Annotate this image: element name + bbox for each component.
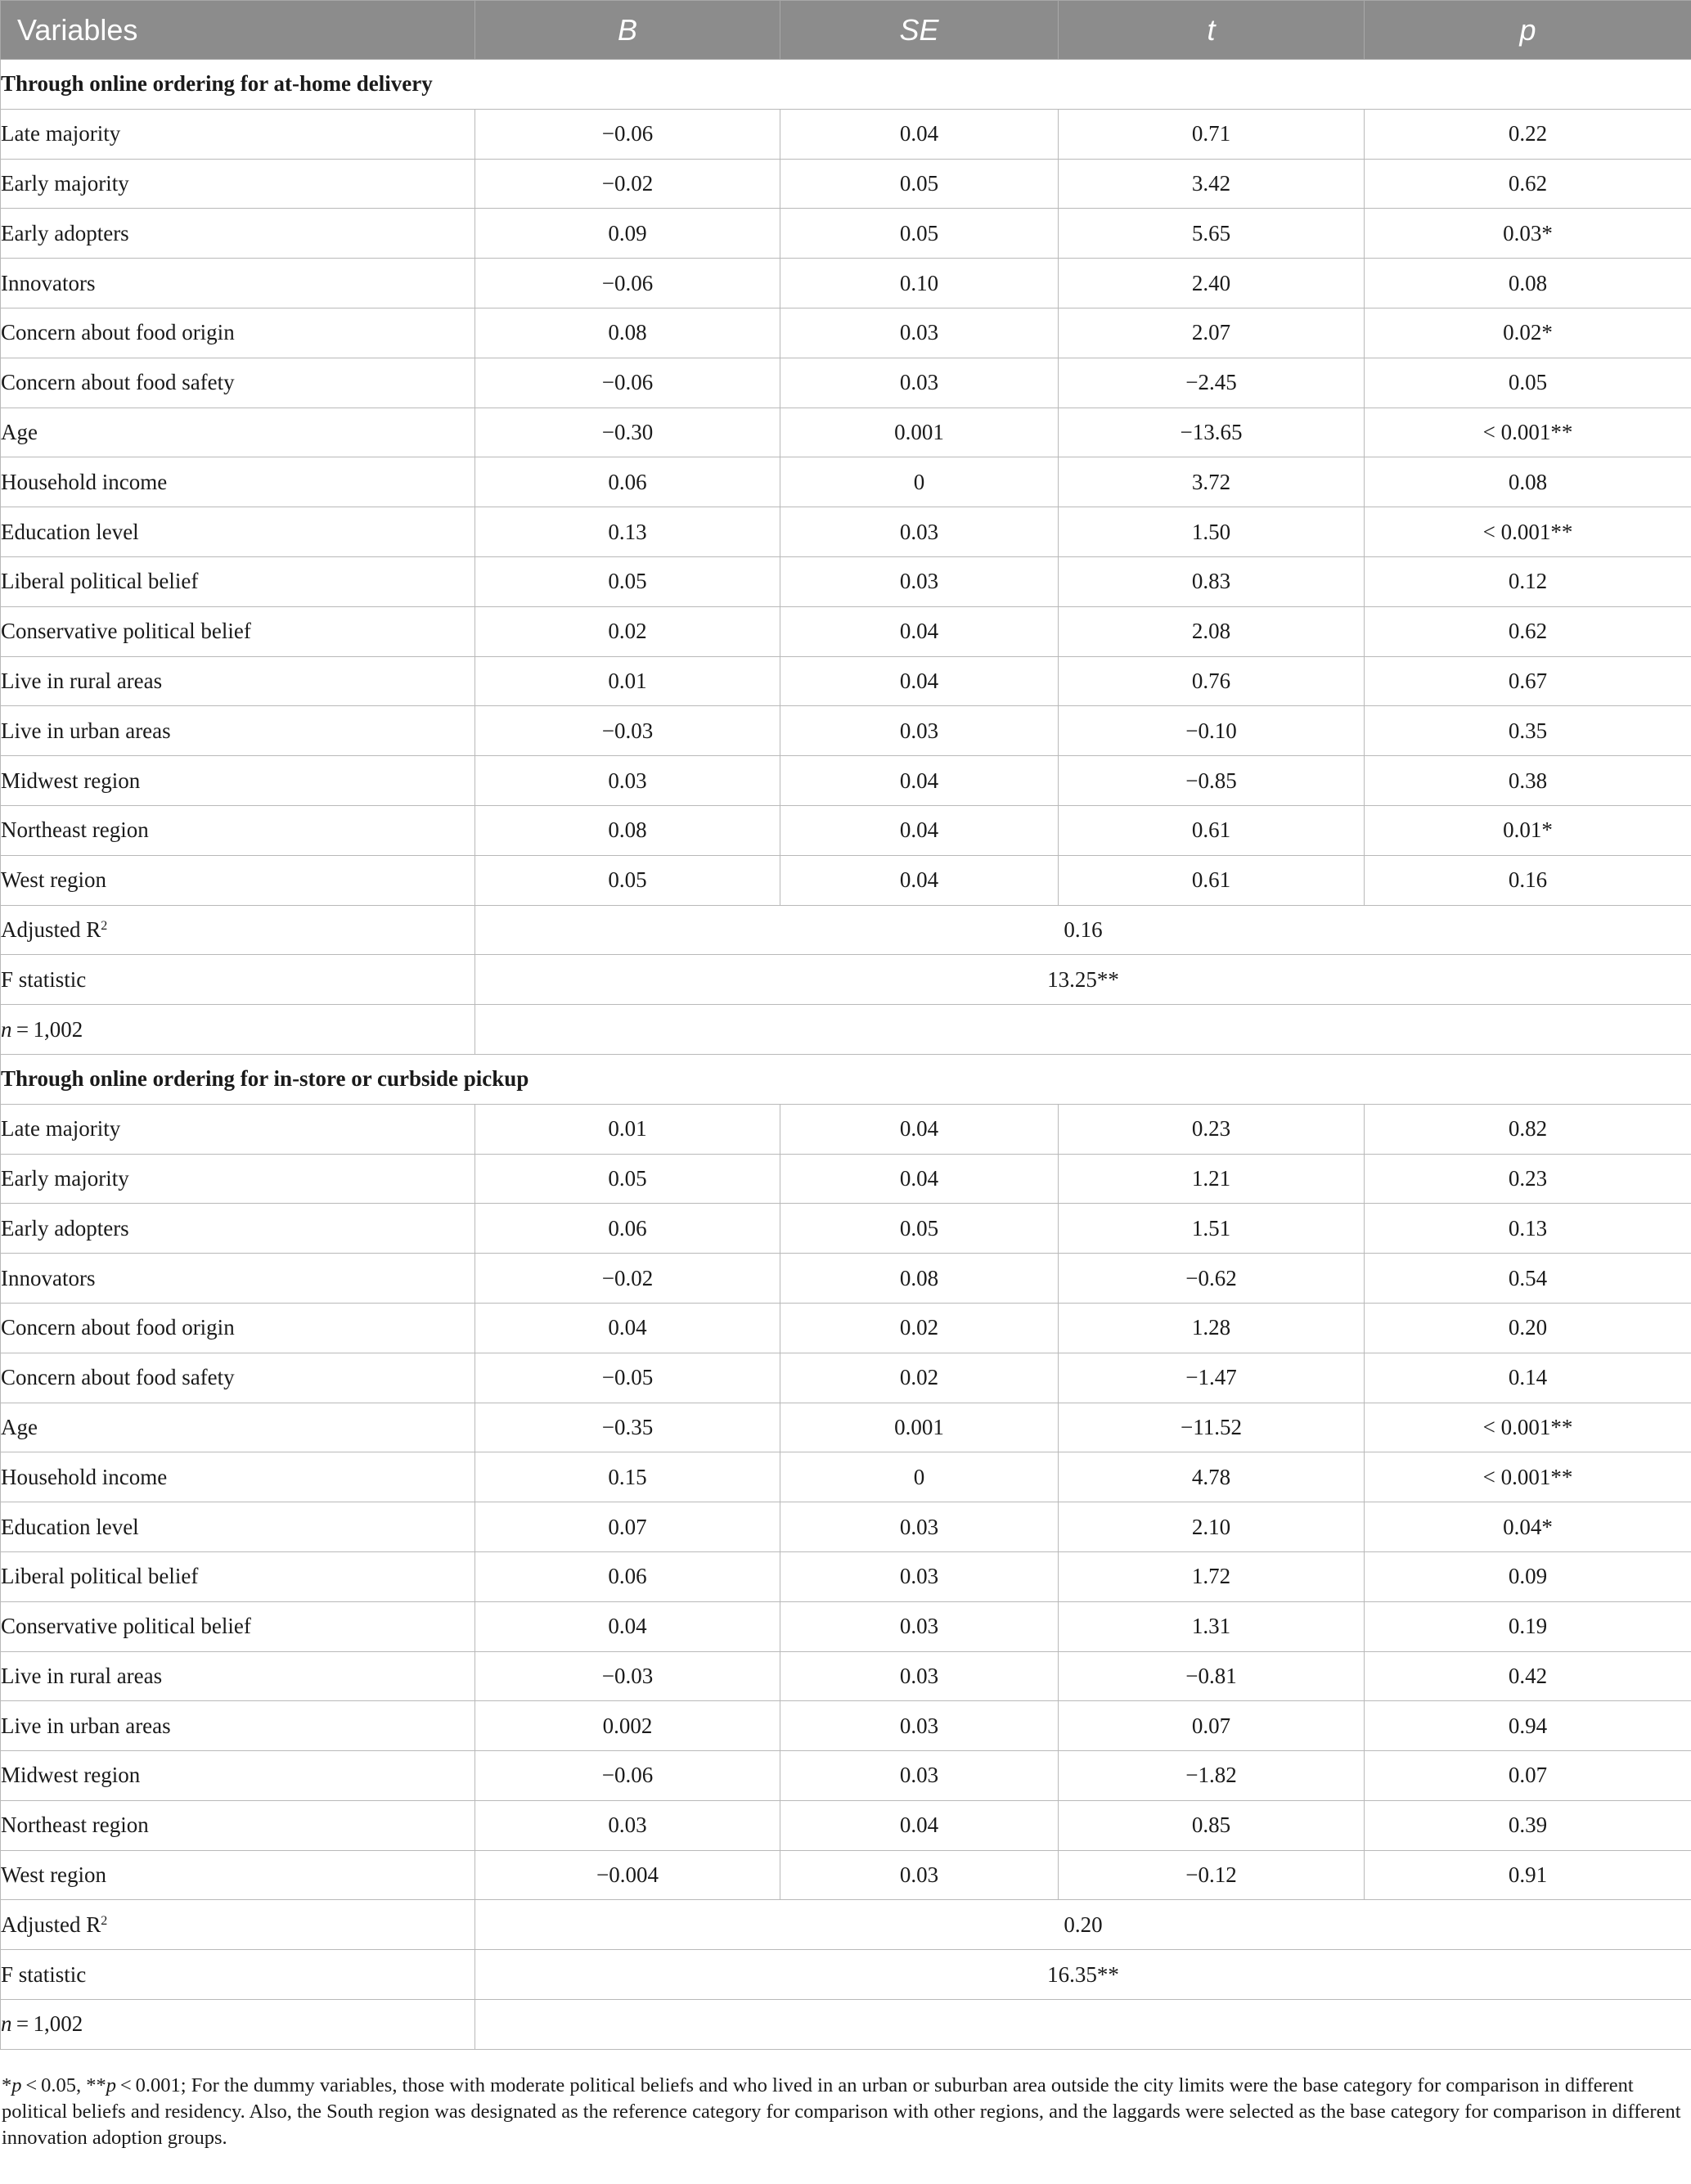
standard-error: 0.03 bbox=[780, 308, 1059, 358]
coefficient-b: −0.35 bbox=[475, 1403, 780, 1452]
sample-size-label bbox=[1, 1005, 475, 1055]
table-row bbox=[1, 308, 1691, 358]
standard-error: 0.05 bbox=[780, 1204, 1059, 1254]
variable-name: Early adopters bbox=[1, 1204, 475, 1254]
table-row bbox=[1, 1452, 1691, 1502]
standard-error: 0.04 bbox=[780, 1800, 1059, 1850]
footnote-lead: * bbox=[2, 2074, 12, 2096]
variable-name: Live in rural areas bbox=[1, 656, 475, 706]
sample-size-row bbox=[1, 2000, 1691, 2050]
p-value: 0.20 bbox=[1365, 1303, 1691, 1353]
t-value: 5.65 bbox=[1059, 209, 1365, 259]
table-row bbox=[1, 1254, 1691, 1304]
t-value: 1.72 bbox=[1059, 1551, 1365, 1601]
coefficient-b: 0.01 bbox=[475, 656, 780, 706]
table-row bbox=[1, 457, 1691, 507]
table-row bbox=[1, 606, 1691, 656]
coefficient-b: 0.02 bbox=[475, 606, 780, 656]
table-row bbox=[1, 1353, 1691, 1403]
section-heading-row bbox=[1, 1054, 1691, 1104]
t-value: 1.28 bbox=[1059, 1303, 1365, 1353]
standard-error: 0.04 bbox=[780, 109, 1059, 159]
variable-name: Concern about food safety bbox=[1, 1353, 475, 1403]
t-value: 2.08 bbox=[1059, 606, 1365, 656]
p-value: 0.82 bbox=[1365, 1104, 1691, 1154]
p-value: 0.94 bbox=[1365, 1701, 1691, 1751]
t-value: 1.50 bbox=[1059, 507, 1365, 557]
variable-name: Conservative political belief bbox=[1, 606, 475, 656]
t-value: 0.07 bbox=[1059, 1701, 1365, 1751]
p-value: 0.08 bbox=[1365, 457, 1691, 507]
standard-error: 0.001 bbox=[780, 1403, 1059, 1452]
adjusted-r2-superscript: 2 bbox=[101, 1913, 108, 1928]
table-row bbox=[1, 507, 1691, 557]
p-value: 0.23 bbox=[1365, 1154, 1691, 1204]
standard-error: 0.03 bbox=[780, 1551, 1059, 1601]
coefficient-b: −0.02 bbox=[475, 1254, 780, 1304]
standard-error: 0.03 bbox=[780, 1601, 1059, 1651]
p-value: 0.02* bbox=[1365, 308, 1691, 358]
variable-name: Education level bbox=[1, 507, 475, 557]
variable-name: Innovators bbox=[1, 1254, 475, 1304]
variable-name: Age bbox=[1, 1403, 475, 1452]
sample-size-row bbox=[1, 1005, 1691, 1055]
f-statistic-row bbox=[1, 1950, 1691, 2000]
p-value: 0.09 bbox=[1365, 1551, 1691, 1601]
p-value: < 0.001** bbox=[1365, 408, 1691, 457]
coefficient-b: 0.01 bbox=[475, 1104, 780, 1154]
f-statistic-row bbox=[1, 955, 1691, 1005]
footnote-p2-symbol: p bbox=[106, 2074, 117, 2096]
standard-error: 0.03 bbox=[780, 507, 1059, 557]
sample-size-empty bbox=[475, 1005, 1691, 1055]
p-value: 0.62 bbox=[1365, 159, 1691, 209]
t-value: 0.71 bbox=[1059, 109, 1365, 159]
table-row bbox=[1, 1551, 1691, 1601]
adjusted-r2-label bbox=[1, 1900, 475, 1950]
t-value: 0.23 bbox=[1059, 1104, 1365, 1154]
table-row bbox=[1, 1104, 1691, 1154]
variable-name: Live in rural areas bbox=[1, 1651, 475, 1701]
coefficient-b: 0.06 bbox=[475, 1551, 780, 1601]
standard-error: 0.03 bbox=[780, 1651, 1059, 1701]
coefficient-b: −0.03 bbox=[475, 706, 780, 756]
variable-name: Northeast region bbox=[1, 1800, 475, 1850]
t-value: −0.12 bbox=[1059, 1850, 1365, 1900]
table-body bbox=[1, 60, 1691, 2050]
variable-name: Early majority bbox=[1, 159, 475, 209]
p-value: < 0.001** bbox=[1365, 507, 1691, 557]
t-value: 2.07 bbox=[1059, 308, 1365, 358]
standard-error: 0.04 bbox=[780, 656, 1059, 706]
header-p: p bbox=[1365, 1, 1691, 60]
p-value: 0.14 bbox=[1365, 1353, 1691, 1403]
coefficient-b: 0.04 bbox=[475, 1601, 780, 1651]
standard-error: 0.04 bbox=[780, 805, 1059, 855]
variable-name: West region bbox=[1, 1850, 475, 1900]
t-value: 3.42 bbox=[1059, 159, 1365, 209]
footnote-p1-text: < 0.05, ** bbox=[21, 2074, 106, 2096]
sample-size-label bbox=[1, 2000, 475, 2050]
t-value: −13.65 bbox=[1059, 408, 1365, 457]
variable-name: Live in urban areas bbox=[1, 1701, 475, 1751]
coefficient-b: −0.06 bbox=[475, 1751, 780, 1801]
t-value: −0.81 bbox=[1059, 1651, 1365, 1701]
t-value: 1.21 bbox=[1059, 1154, 1365, 1204]
sample-size-empty bbox=[475, 2000, 1691, 2050]
table-header bbox=[1, 1, 1691, 60]
table-row bbox=[1, 1303, 1691, 1353]
standard-error: 0.08 bbox=[780, 1254, 1059, 1304]
p-value: 0.19 bbox=[1365, 1601, 1691, 1651]
p-value: < 0.001** bbox=[1365, 1403, 1691, 1452]
header-t: t bbox=[1059, 1, 1365, 60]
t-value: 0.85 bbox=[1059, 1800, 1365, 1850]
adjusted-r2-superscript: 2 bbox=[101, 918, 108, 933]
coefficient-b: 0.03 bbox=[475, 1800, 780, 1850]
table-row bbox=[1, 1751, 1691, 1801]
coefficient-b: 0.15 bbox=[475, 1452, 780, 1502]
table-row bbox=[1, 1800, 1691, 1850]
standard-error: 0.05 bbox=[780, 159, 1059, 209]
coefficient-b: 0.08 bbox=[475, 308, 780, 358]
sample-size-value: = 1,002 bbox=[11, 2011, 83, 2037]
adjusted-r2-label-text: Adjusted R bbox=[1, 1912, 101, 1937]
p-value: 0.07 bbox=[1365, 1751, 1691, 1801]
p-value: < 0.001** bbox=[1365, 1452, 1691, 1502]
table-row bbox=[1, 1850, 1691, 1900]
standard-error: 0.02 bbox=[780, 1303, 1059, 1353]
table-row bbox=[1, 1403, 1691, 1452]
adjusted-r2-value: 0.20 bbox=[475, 1900, 1691, 1950]
standard-error: 0.04 bbox=[780, 1104, 1059, 1154]
table-row bbox=[1, 1701, 1691, 1751]
f-statistic-value: 13.25** bbox=[475, 955, 1691, 1005]
variable-name: Concern about food origin bbox=[1, 308, 475, 358]
coefficient-b: 0.002 bbox=[475, 1701, 780, 1751]
variable-name: West region bbox=[1, 855, 475, 905]
variable-name: Age bbox=[1, 408, 475, 457]
t-value: 0.76 bbox=[1059, 656, 1365, 706]
footnote-p1-symbol: p bbox=[11, 2074, 22, 2096]
table-row bbox=[1, 159, 1691, 209]
t-value: −0.62 bbox=[1059, 1254, 1365, 1304]
p-value: 0.39 bbox=[1365, 1800, 1691, 1850]
t-value: 3.72 bbox=[1059, 457, 1365, 507]
t-value: −11.52 bbox=[1059, 1403, 1365, 1452]
coefficient-b: 0.06 bbox=[475, 1204, 780, 1254]
standard-error: 0.04 bbox=[780, 606, 1059, 656]
header-b: B bbox=[475, 1, 780, 60]
coefficient-b: 0.05 bbox=[475, 1154, 780, 1204]
coefficient-b: 0.05 bbox=[475, 855, 780, 905]
standard-error: 0.04 bbox=[780, 756, 1059, 806]
variable-name: Early adopters bbox=[1, 209, 475, 259]
table-row bbox=[1, 1651, 1691, 1701]
t-value: 1.51 bbox=[1059, 1204, 1365, 1254]
variable-name: Household income bbox=[1, 457, 475, 507]
p-value: 0.91 bbox=[1365, 1850, 1691, 1900]
table-row bbox=[1, 109, 1691, 159]
table-row bbox=[1, 358, 1691, 408]
table-row bbox=[1, 805, 1691, 855]
standard-error: 0.10 bbox=[780, 259, 1059, 308]
t-value: −2.45 bbox=[1059, 358, 1365, 408]
variable-name: Conservative political belief bbox=[1, 1601, 475, 1651]
p-value: 0.12 bbox=[1365, 556, 1691, 606]
adjusted-r2-label bbox=[1, 905, 475, 955]
t-value: −0.10 bbox=[1059, 706, 1365, 756]
coefficient-b: −0.02 bbox=[475, 159, 780, 209]
coefficient-b: 0.07 bbox=[475, 1502, 780, 1552]
coefficient-b: −0.06 bbox=[475, 259, 780, 308]
table-row bbox=[1, 1502, 1691, 1552]
standard-error: 0.05 bbox=[780, 209, 1059, 259]
t-value: −1.82 bbox=[1059, 1751, 1365, 1801]
variable-name: Late majority bbox=[1, 109, 475, 159]
standard-error: 0.03 bbox=[780, 706, 1059, 756]
coefficient-b: −0.06 bbox=[475, 109, 780, 159]
variable-name: Concern about food origin bbox=[1, 1303, 475, 1353]
variable-name: Innovators bbox=[1, 259, 475, 308]
sample-size-value: = 1,002 bbox=[11, 1016, 83, 1042]
header-variables: Variables bbox=[1, 1, 475, 60]
variable-name: Live in urban areas bbox=[1, 706, 475, 756]
coefficient-b: −0.30 bbox=[475, 408, 780, 457]
p-value: 0.67 bbox=[1365, 656, 1691, 706]
section-heading-row bbox=[1, 60, 1691, 110]
standard-error: 0.03 bbox=[780, 556, 1059, 606]
table-row bbox=[1, 706, 1691, 756]
standard-error: 0.04 bbox=[780, 1154, 1059, 1204]
t-value: 0.61 bbox=[1059, 855, 1365, 905]
coefficient-b: 0.09 bbox=[475, 209, 780, 259]
t-value: 2.10 bbox=[1059, 1502, 1365, 1552]
standard-error: 0 bbox=[780, 1452, 1059, 1502]
coefficient-b: −0.004 bbox=[475, 1850, 780, 1900]
adjusted-r2-label-text: Adjusted R bbox=[1, 916, 101, 942]
table-row bbox=[1, 656, 1691, 706]
variable-name: Northeast region bbox=[1, 805, 475, 855]
table-row bbox=[1, 855, 1691, 905]
p-value: 0.62 bbox=[1365, 606, 1691, 656]
t-value: −1.47 bbox=[1059, 1353, 1365, 1403]
coefficient-b: 0.13 bbox=[475, 507, 780, 557]
p-value: 0.54 bbox=[1365, 1254, 1691, 1304]
p-value: 0.16 bbox=[1365, 855, 1691, 905]
standard-error: 0.04 bbox=[780, 855, 1059, 905]
standard-error: 0 bbox=[780, 457, 1059, 507]
header-row bbox=[1, 1, 1691, 60]
variable-name: Early majority bbox=[1, 1154, 475, 1204]
standard-error: 0.03 bbox=[780, 358, 1059, 408]
coefficient-b: −0.03 bbox=[475, 1651, 780, 1701]
p-value: 0.22 bbox=[1365, 109, 1691, 159]
variable-name: Liberal political belief bbox=[1, 556, 475, 606]
sample-size-symbol: n bbox=[1, 1016, 12, 1042]
coefficient-b: 0.03 bbox=[475, 756, 780, 806]
table-row bbox=[1, 1601, 1691, 1651]
standard-error: 0.001 bbox=[780, 408, 1059, 457]
section-title: Through online ordering for in-store or curbside pickup bbox=[1, 1054, 1691, 1104]
t-value: 2.40 bbox=[1059, 259, 1365, 308]
p-value: 0.04* bbox=[1365, 1502, 1691, 1552]
variable-name: Late majority bbox=[1, 1104, 475, 1154]
standard-error: 0.03 bbox=[780, 1502, 1059, 1552]
coefficient-b: 0.06 bbox=[475, 457, 780, 507]
p-value: 0.01* bbox=[1365, 805, 1691, 855]
t-value: 0.61 bbox=[1059, 805, 1365, 855]
p-value: 0.03* bbox=[1365, 209, 1691, 259]
variable-name: Household income bbox=[1, 1452, 475, 1502]
f-statistic-value: 16.35** bbox=[475, 1950, 1691, 2000]
variable-name: Education level bbox=[1, 1502, 475, 1552]
coefficient-b: 0.05 bbox=[475, 556, 780, 606]
table-row bbox=[1, 556, 1691, 606]
standard-error: 0.03 bbox=[780, 1850, 1059, 1900]
coefficient-b: 0.04 bbox=[475, 1303, 780, 1353]
p-value: 0.38 bbox=[1365, 756, 1691, 806]
t-value: −0.85 bbox=[1059, 756, 1365, 806]
p-value: 0.08 bbox=[1365, 259, 1691, 308]
variable-name: Midwest region bbox=[1, 1751, 475, 1801]
coefficient-b: −0.05 bbox=[475, 1353, 780, 1403]
header-se: SE bbox=[780, 1, 1059, 60]
p-value: 0.05 bbox=[1365, 358, 1691, 408]
t-value: 1.31 bbox=[1059, 1601, 1365, 1651]
standard-error: 0.03 bbox=[780, 1751, 1059, 1801]
f-statistic-label: F statistic bbox=[1, 955, 475, 1005]
standard-error: 0.02 bbox=[780, 1353, 1059, 1403]
adjusted-r2-row bbox=[1, 1900, 1691, 1950]
footnote-p2-text: < 0.001; For the dummy variables, those with moderate political beliefs and who lived in an urban or suburban area outside the city limits were the base category for comparison in different political beliefs and residency. Also, the South region was designated as the reference category for comparison with other regions, and the laggards were selected as the base category for comparison in different innovation adoption groups. bbox=[2, 2074, 1681, 2149]
t-value: 4.78 bbox=[1059, 1452, 1365, 1502]
standard-error: 0.03 bbox=[780, 1701, 1059, 1751]
variable-name: Concern about food safety bbox=[1, 358, 475, 408]
adjusted-r2-row bbox=[1, 905, 1691, 955]
variable-name: Liberal political belief bbox=[1, 1551, 475, 1601]
table-row bbox=[1, 756, 1691, 806]
table-row bbox=[1, 1204, 1691, 1254]
table-footnote bbox=[0, 2073, 1687, 2151]
table-row bbox=[1, 259, 1691, 308]
p-value: 0.42 bbox=[1365, 1651, 1691, 1701]
adjusted-r2-value: 0.16 bbox=[475, 905, 1691, 955]
table-row bbox=[1, 408, 1691, 457]
f-statistic-label: F statistic bbox=[1, 1950, 475, 2000]
p-value: 0.35 bbox=[1365, 706, 1691, 756]
coefficient-b: 0.08 bbox=[475, 805, 780, 855]
t-value: 0.83 bbox=[1059, 556, 1365, 606]
p-value: 0.13 bbox=[1365, 1204, 1691, 1254]
table-row bbox=[1, 209, 1691, 259]
section-title: Through online ordering for at-home delivery bbox=[1, 60, 1691, 110]
variable-name: Midwest region bbox=[1, 756, 475, 806]
sample-size-symbol: n bbox=[1, 2011, 12, 2037]
table-row bbox=[1, 1154, 1691, 1204]
coefficient-b: −0.06 bbox=[475, 358, 780, 408]
